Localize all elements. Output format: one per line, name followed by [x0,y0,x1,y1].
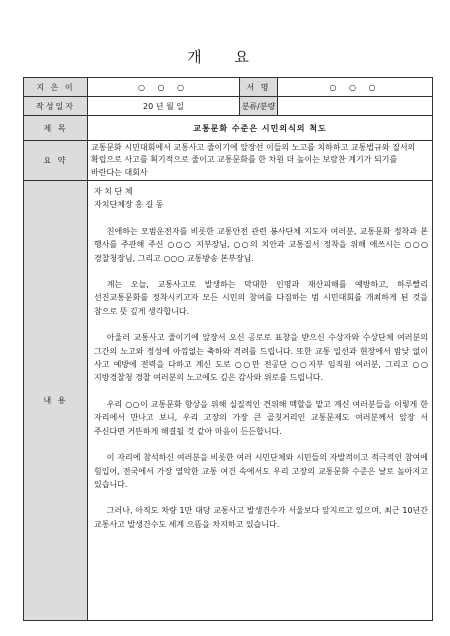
content-heading-org: 자 치 단 체 [94,187,133,196]
category-value [278,97,433,116]
category-label: 분류/분량 [240,97,278,116]
content-body [88,181,433,621]
author-value: ○ ○ ○ [88,78,240,97]
content-heading-head: 자치단체장 홍 길 동 [94,200,164,210]
content-paragraph: 그러나, 아직도 차량 1만 대당 교통사고 발생건수가 서울보다 앞지르고 있으며, 최근 10년간 교통사고 발생건수도 세계 으뜸을 차지하고 있습니다. [94,506,428,529]
content-paragraph: 아울러 교통사고 줄이기에 앞장서 오신 공로로 표창을 받으신 수상자와 수상단체 여러분의 그간의 노고와 정성에 아낌없는 축하와 격려를 드립니다. 또한 교통 일선과 현장에서 밤낮 없이 사고 예방에 전력을 다하고 계신 도로 ○○만 전공단 ○○지부 임직원 여러분, 그리고 ○○지방경찰청 경찰 여러분의 노고에도 깊은 감사와 위로를 드립니다. [94,333,428,383]
page-title: 개 요 [187,48,263,66]
date-label: 작성일자 [24,97,88,116]
content-label: 내 용 [24,181,88,621]
summary-value: 교통문화 시민대회에서 교통사고 줄이기에 앞장선 이들의 노고를 치하하고 교통법규와 질서의 확립으로 사고를 획기적으로 줄이고 교통문화를 한 차원 더 높이는 보람찬 계기가 되기를 바란다는 대회사 [88,141,433,181]
date-value: 20 년 월 일 [88,97,240,116]
author-label: 지 은 이 [24,78,88,97]
content-paragraph: 이 자리에 참석하신 여러분을 비롯한 여러 시민단체와 시민들의 자발적이고 적극적인 참여에 힘입어, 전국에서 가장 열악한 교통 여건 속에서도 우리 고장의 교통문화 수준은 날로 높아지고 있습니다. [94,453,428,489]
content-paragraph: 계는 오늘, 교통사고로 발생하는 막대한 인명과 재산피해를 예방하고, 하루빨리 선진교통문화를 정착시키고자 모든 시민의 참여를 다짐하는 범 시민대회를 개최하게 된 것을 참으로 뜻 깊게 생각합니다. [94,280,428,316]
signature-label: 서 명 [240,78,278,97]
summary-label: 요 약 [24,141,88,181]
subject-value: 교통문화 수준은 시민의식의 척도 [88,116,433,141]
summary-form [23,77,433,621]
signature-value: ○ ○ ○ [278,78,433,97]
content-paragraph: 친애하는 모범운전자를 비롯한 교통안전 관련 봉사단체 지도자 여러분, 교통문화 정착과 본 행사를 주관해 주신 ○○○ 지부장님, ○○의 치안과 교통질서 정착을 위해 애쓰시는 ○○○ 경찰청장님, 그리고 ○○○ 교통방송 본부장님. [94,226,428,263]
subject-label: 제 목 [24,116,88,141]
content-paragraph: 우리 ○○이 교통문화 향상을 위해 실질적인 견위해 맥할을 맡고 계신 여러분들을 이렇게 한 자리에서 만나고 보니, 우리 고장의 가장 큰 골칫거리인 교통문제도 여러분께서 앞장 서 주신다면 거뜬하게 해결될 것 같아 마음이 든든합니다. [94,399,428,436]
